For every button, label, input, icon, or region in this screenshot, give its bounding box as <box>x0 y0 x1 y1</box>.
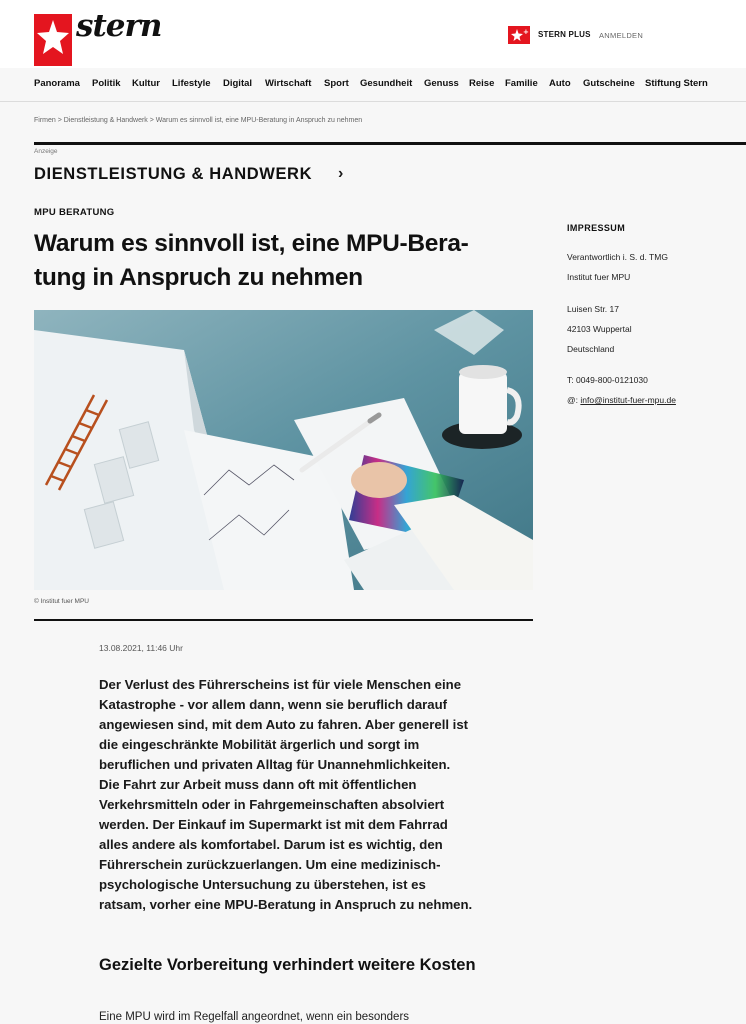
article-kicker: MPU BERATUNG <box>34 207 115 218</box>
article-divider <box>34 619 533 621</box>
nav-item-familie[interactable]: Familie <box>505 78 538 89</box>
imprint-email-row <box>567 395 676 405</box>
section-divider <box>34 142 746 145</box>
headline-line-2: tung in Anspruch zu nehmen <box>34 264 363 291</box>
imprint-email-link[interactable]: info@institut-fuer-mpu.de <box>580 395 676 405</box>
main-navigation <box>0 68 746 102</box>
imprint-company: Institut fuer MPU <box>567 272 631 282</box>
nav-item-gesundheit[interactable]: Gesundheit <box>360 78 413 89</box>
imprint-responsible: Verantwortlich i. S. d. TMG <box>567 252 668 262</box>
nav-item-stiftung-stern[interactable]: Stiftung Stern <box>645 78 708 89</box>
nav-item-panorama[interactable]: Panorama <box>34 78 80 89</box>
imprint-street: Luisen Str. 17 <box>567 304 619 314</box>
article-headline <box>34 227 524 295</box>
nav-item-reise[interactable]: Reise <box>469 78 495 89</box>
ad-label: Anzeige <box>34 148 58 155</box>
article-date: 13.08.2021, 11:46 Uhr <box>99 643 183 653</box>
stern-plus-link[interactable]: STERN PLUS <box>538 30 591 39</box>
breadcrumb[interactable]: Firmen > Dienstleistung & Handwerk > Warum es sinnvoll ist, eine MPU-Beratung in Anspruch zu nehmen <box>34 117 363 124</box>
image-caption: © Institut fuer MPU <box>34 598 89 605</box>
nav-item-sport[interactable]: Sport <box>324 78 349 89</box>
stern-plus-icon[interactable] <box>508 26 530 44</box>
site-header <box>0 0 746 68</box>
headline-line-1: Warum es sinnvoll ist, eine MPU-Bera- <box>34 230 469 257</box>
sidebar-title: IMPRESSUM <box>567 223 626 233</box>
nav-item-gutscheine[interactable]: Gutscheine <box>583 78 635 89</box>
chevron-right-icon[interactable]: › <box>338 165 344 182</box>
nav-item-politik[interactable]: Politik <box>92 78 121 89</box>
article-body-paragraph: Eine MPU wird im Regelfall angeordnet, wenn ein besonders <box>99 1011 410 1023</box>
login-link[interactable]: ANMELDEN <box>599 31 644 40</box>
article-subheading: Gezielte Vorbereitung verhindert weitere Kosten <box>99 956 476 974</box>
nav-item-digital[interactable]: Digital <box>223 78 253 89</box>
nav-item-auto[interactable]: Auto <box>549 78 571 89</box>
email-prefix: @: <box>567 395 578 405</box>
article-hero-image <box>34 310 533 590</box>
nav-item-genuss[interactable]: Genuss <box>424 78 459 89</box>
imprint-country: Deutschland <box>567 344 615 354</box>
article-lead: Der Verlust des Führerscheins ist für viele Menschen eine Katastrophe - vor allem dann, wenn sie beruflich darauf angewiesen sind, mit dem Auto zu fahren. Aber generell ist die eingeschränkte Mobilität ärgerlich und sorgt im beruflichen und privaten Alltag für Unannehmlichkeiten. Die Fahrt zur Arbeit muss dann oft mit öffentlichen Verkehrsmitteln oder in Fahrgemeinschaften absolviert werden. Der Einkauf im Supermarkt ist mit dem Fahrrad alles andere als komfortabel. Darum ist es wichtig, den Führerschein zurückzuerlangen. Um eine medizinisch-psychologische Untersuchung zu überstehen, ist es ratsam, vorher eine MPU-Beratung in Anspruch zu nehmen. <box>99 677 473 912</box>
imprint-phone: T: 0049-800-0121030 <box>567 375 648 385</box>
logo-wordmark[interactable]: stern <box>76 8 162 44</box>
imprint-city: 42103 Wuppertal <box>567 324 632 334</box>
nav-item-kultur[interactable]: Kultur <box>132 78 160 89</box>
section-title-link[interactable]: DIENSTLEISTUNG & HANDWERK <box>34 165 313 183</box>
nav-item-wirtschaft[interactable]: Wirtschaft <box>265 78 312 89</box>
stern-logo-icon[interactable] <box>34 14 72 66</box>
nav-item-lifestyle[interactable]: Lifestyle <box>172 78 211 89</box>
svg-text:+: + <box>523 28 529 36</box>
